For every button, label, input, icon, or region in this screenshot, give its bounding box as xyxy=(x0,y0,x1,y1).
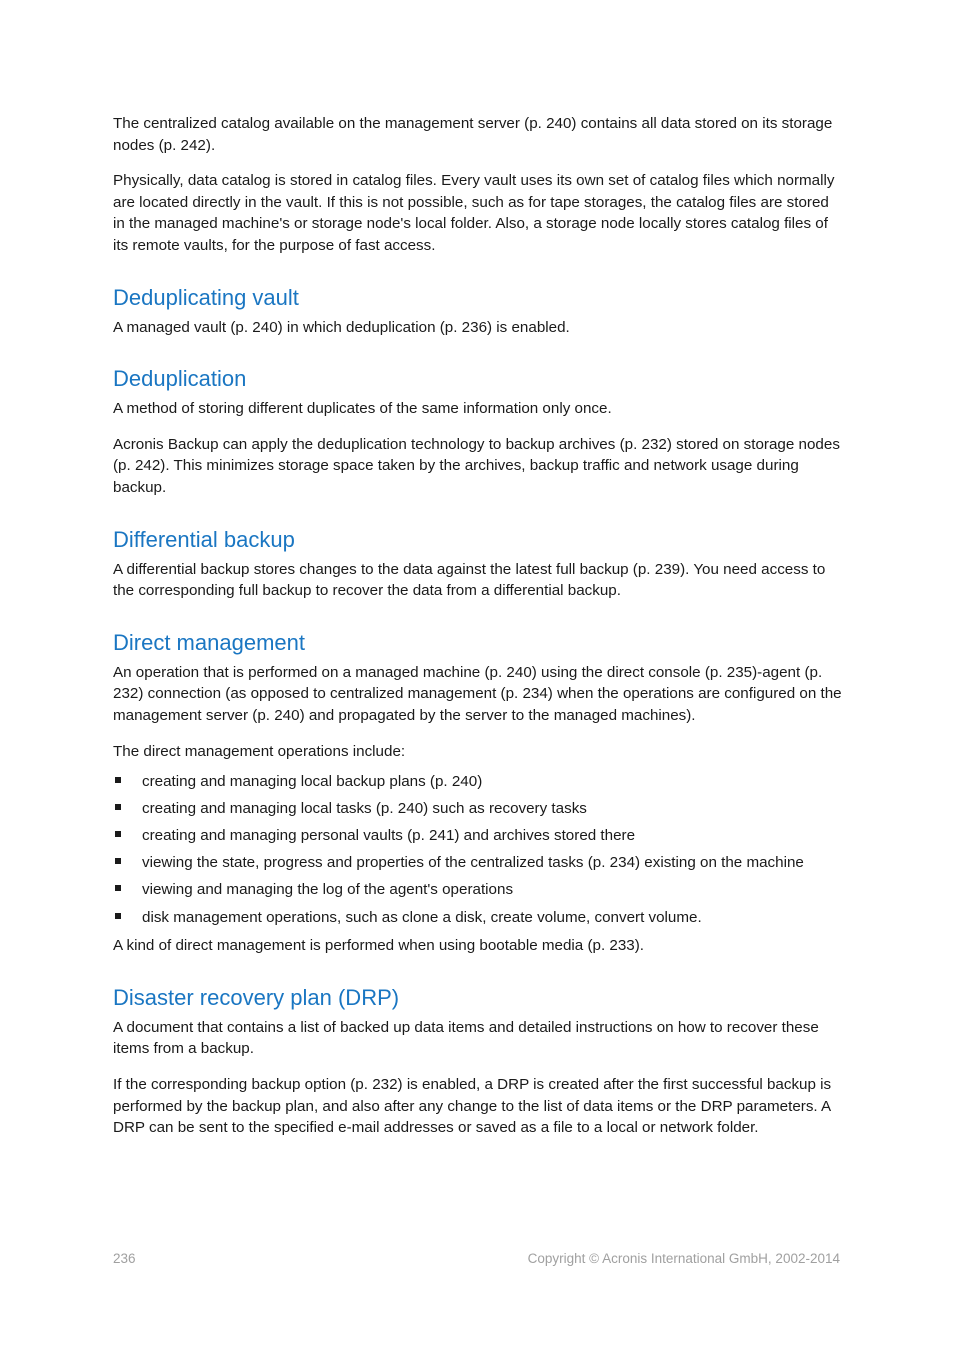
list-item: disk management operations, such as clone a disk, create volume, convert volume. xyxy=(113,907,843,929)
list-item: viewing and managing the log of the agent's operations xyxy=(113,879,843,901)
list-item: creating and managing local backup plans (p. 240) xyxy=(113,771,843,793)
list-item: creating and managing personal vaults (p. 241) and archives stored there xyxy=(113,825,843,847)
direct-management-operations-list xyxy=(113,771,843,928)
list-item: viewing the state, progress and properties of the centralized tasks (p. 234) existing on the machine xyxy=(113,852,843,874)
heading-direct-management: Direct management xyxy=(113,629,305,655)
dedup-vault-paragraph: A managed vault (p. 240) in which deduplication (p. 236) is enabled. xyxy=(113,318,570,336)
deduplication-paragraph-1: A method of storing different duplicates of the same information only once. xyxy=(113,400,612,418)
direct-management-paragraph-2: The direct management operations include: xyxy=(113,742,406,760)
direct-management-paragraph-1: An operation that is performed on a managed machine (p. 240) using the direct console (p. 235)-agent (p. 232) connection (as opposed to centralized management (p. 234) when the operations are configured on the management server (p. 240) and propagated by the server to the managed machines). xyxy=(113,663,842,724)
differential-backup-paragraph: A differential backup stores changes to the data against the latest full backup (p. 239). You need access to the corresponding full backup to recover the data from a differential backup. xyxy=(113,560,826,600)
document-body xyxy=(113,113,843,1153)
heading-deduplicating-vault: Deduplicating vault xyxy=(113,284,299,310)
intro-paragraph-1: The centralized catalog available on the management server (p. 240) contains all data stored on its storage nodes (p. 242). xyxy=(113,115,833,154)
intro-paragraph-2: Physically, data catalog is stored in catalog files. Every vault uses its own set of catalog files which normally are located directly in the vault. If this is not possible, such as for tape storages, the catalog files are stored in the managed machine's or storage node's local folder. Also, a storage node locally stores catalog files of its remote vaults, for the purpose of fast access. xyxy=(113,172,835,254)
drp-paragraph-1: A document that contains a list of backed up data items and detailed instructions on how to recover these items from a backup. xyxy=(113,1018,819,1058)
drp-paragraph-2: If the corresponding backup option (p. 232) is enabled, a DRP is created after the first successful backup is performed by the backup plan, and also after any change to the list of data items or the DRP parameters. A DRP can be sent to the specified e-mail addresses or saved as a file to a local or network folder. xyxy=(113,1075,832,1137)
copyright-notice: Copyright © Acronis International GmbH, 2002-2014 xyxy=(527,1251,840,1266)
heading-disaster-recovery-plan: Disaster recovery plan (DRP) xyxy=(113,984,400,1010)
heading-differential-backup: Differential backup xyxy=(113,526,295,552)
list-item: creating and managing local tasks (p. 240) such as recovery tasks xyxy=(113,798,843,820)
heading-deduplication: Deduplication xyxy=(113,366,247,392)
deduplication-paragraph-2: Acronis Backup can apply the deduplication technology to backup archives (p. 232) stored on storage nodes (p. 242). This minimizes storage space taken by the archives, backup traffic and network usage during backup. xyxy=(113,435,840,496)
direct-management-paragraph-3: A kind of direct management is performed when using bootable media (p. 233). xyxy=(113,937,645,955)
page-number: 236 xyxy=(113,1251,136,1266)
